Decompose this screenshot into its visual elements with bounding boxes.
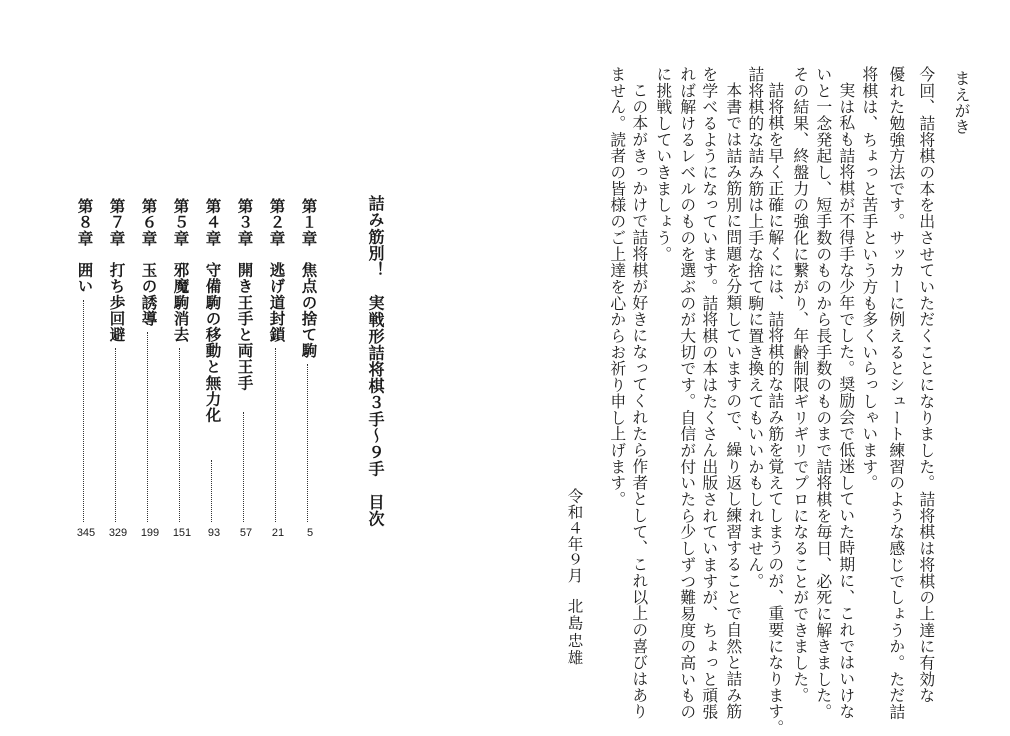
toc-chapter-8[interactable]: [76, 198, 96, 546]
preface-line: 今回、詰将棋の本を出させていただくことになりました。詰将棋は将棋の上達に有効な: [916, 66, 936, 704]
chapter-title: 焦点の捨て駒: [299, 262, 318, 359]
preface-line: いと一念発起し、短手数のものから長手数のものまで詰将棋を毎日、必死に解きました。: [813, 66, 833, 720]
chapter-title: 邪魔駒消去: [171, 262, 190, 343]
chapter-title: 守備駒の移動と無力化: [203, 262, 222, 423]
chapter-page: 93: [207, 527, 221, 539]
preface-line: に挑戦していきましょう。: [653, 66, 673, 263]
preface-line: 詰将棋を早く正確に解くには、詰将棋的な詰み筋を覚えてしまうのが、重要になります。: [765, 82, 785, 736]
chapter-number: 第３章: [235, 198, 254, 247]
toc-chapter-5[interactable]: [172, 198, 192, 546]
chapter-page: 5: [306, 527, 314, 539]
chapter-page: 57: [239, 527, 253, 539]
chapter-page: 329: [108, 527, 128, 539]
preface-line: ません。読者の皆様のご上達を心からお祈り申し上げます。: [607, 66, 627, 508]
dot-leader: [83, 300, 84, 522]
chapter-number: 第８章: [75, 198, 94, 247]
dot-leader: [179, 348, 180, 522]
preface-line: 将棋は、ちょっと苦手という方も多くいらっしゃいます。: [859, 66, 879, 492]
chapter-page: 345: [76, 527, 96, 539]
preface-line: この本がきっかけで詰将棋が好きになってくれたら作者として、これ以上の喜びはあり: [629, 82, 649, 720]
chapter-title: 囲い: [75, 262, 94, 295]
toc-chapter-4[interactable]: [204, 198, 224, 546]
toc-chapter-1[interactable]: [300, 198, 320, 546]
dot-leader: [243, 412, 244, 522]
chapter-title: 打ち歩回避: [107, 262, 126, 343]
chapter-number: 第５章: [171, 198, 190, 247]
preface-date: 令和４年９月: [565, 488, 584, 584]
chapter-number: 第４章: [203, 198, 222, 247]
toc-chapter-6[interactable]: [140, 198, 160, 546]
preface-author: 北島忠雄: [565, 598, 584, 667]
toc-title: 詰み筋別！ 実戦形詰将棋３手～９手 目次: [366, 195, 385, 527]
chapter-page: 21: [271, 527, 285, 539]
chapter-title: 玉の誘導: [139, 262, 158, 327]
chapter-number: 第２章: [267, 198, 286, 247]
chapter-number: 第１章: [299, 198, 318, 247]
preface-line: 本書では詰み筋別に問題を分類していますので、繰り返し練習することで自然と詰み筋: [723, 82, 743, 720]
chapter-title: 開き王手と両王手: [235, 262, 254, 391]
dot-leader: [115, 348, 116, 522]
preface-line: を学べるようになっています。詰将棋の本はたくさん出版されていますが、ちょっと頑張: [699, 66, 719, 720]
toc-chapter-3[interactable]: [236, 198, 256, 546]
chapter-page: 151: [172, 527, 192, 539]
toc-chapter-7[interactable]: [108, 198, 128, 546]
preface-title: まえがき: [952, 70, 971, 135]
preface-line: 詰将棋的な詰み筋は上手な捨て駒に置き換えてもいいかもしれません。: [745, 66, 765, 590]
preface-line: その結果、終盤力の強化に繋がり、年齢制限ギリギリでプロになることができました。: [790, 66, 810, 704]
dot-leader: [275, 348, 276, 522]
chapter-title: 逃げ道封鎖: [267, 262, 286, 343]
preface-line: れば解けるレベルのものを選ぶのが大切です。自信が付いたら少しずつ難易度の高いもの: [677, 66, 697, 720]
preface-line: 優れた勉強方法です。サッカーに例えるとシュート練習のような感じでしょうか。ただ詰: [886, 66, 906, 720]
dot-leader: [147, 332, 148, 522]
chapter-number: 第６章: [139, 198, 158, 247]
toc-chapter-2[interactable]: [268, 198, 288, 546]
chapter-number: 第７章: [107, 198, 126, 247]
preface-line: 実は私も詰将棋が不得手な少年でした。奨励会で低迷していた時期に、これではいけな: [836, 82, 856, 720]
dot-leader: [211, 460, 212, 522]
chapter-page: 199: [140, 527, 160, 539]
dot-leader: [307, 364, 308, 522]
